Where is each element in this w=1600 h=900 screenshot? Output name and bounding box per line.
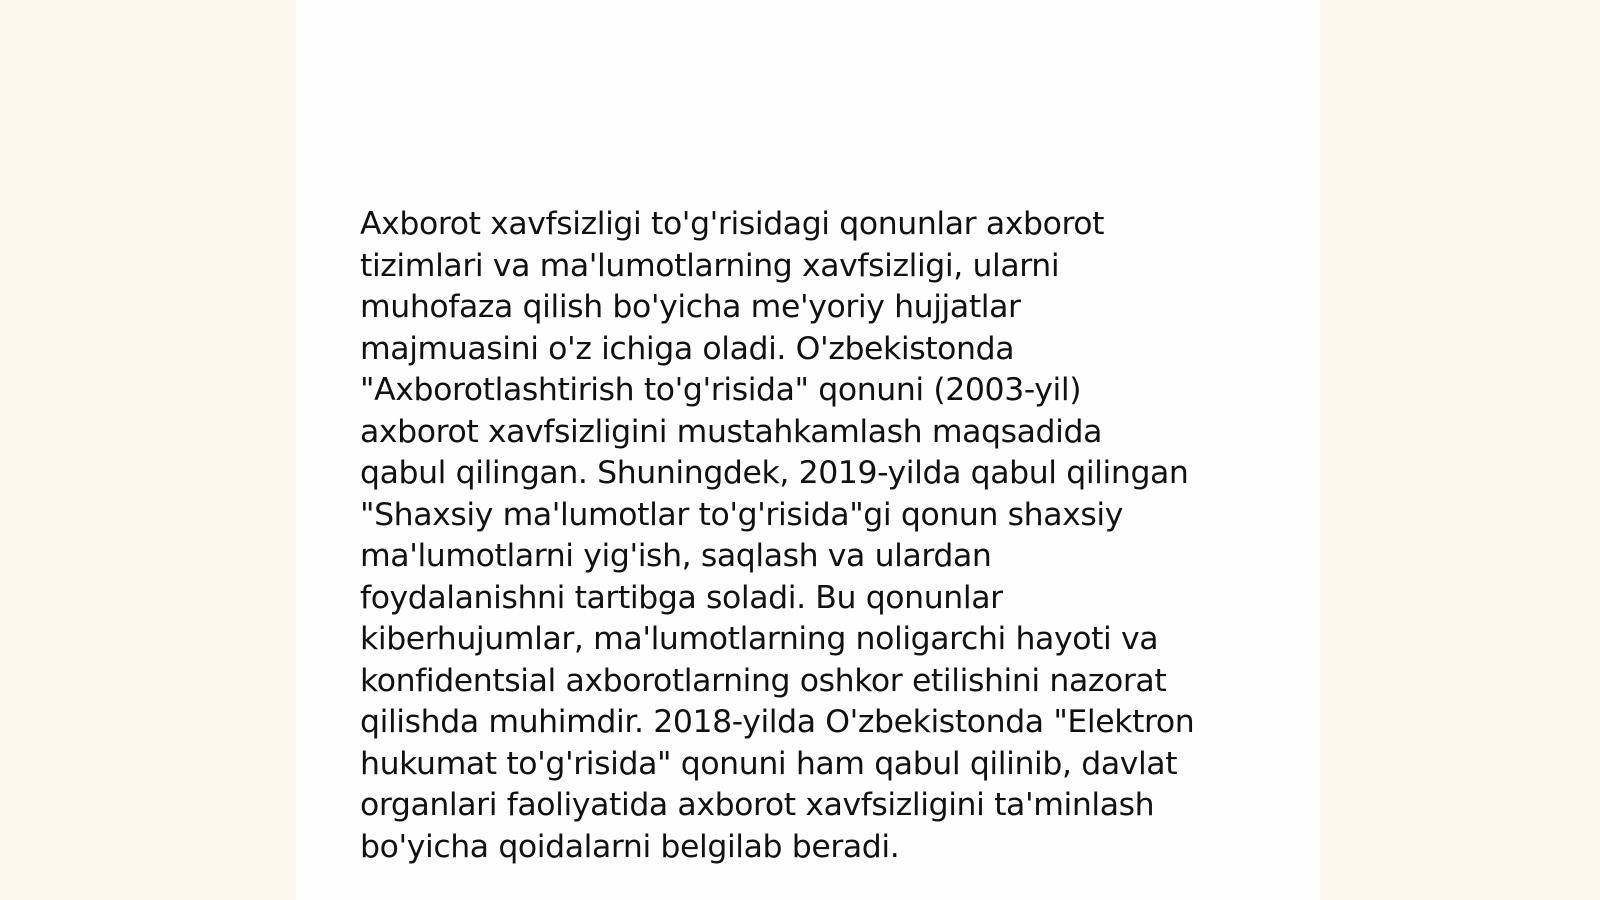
paragraph-line: "Shaxsiy ma'lumotlar to'g'risida"gi qonun shaxsiy bbox=[360, 496, 1123, 533]
paragraph-line: axborot xavfsizligini mustahkamlash maqsadida bbox=[360, 413, 1102, 450]
paragraph-line: kiberhujumlar, ma'lumotlarning noligarchi hayoti va bbox=[360, 621, 1159, 657]
paragraph-line: "Axborotlashtirish to'g'risida" qonuni (2003-yil) bbox=[360, 372, 1082, 408]
document-page bbox=[296, 0, 1320, 900]
paragraph-line: tizimlari va ma'lumotlarning xavfsizligi, ularni bbox=[360, 247, 1060, 284]
paragraph-line: qabul qilingan. Shuningdek, 2019-yilda qabul qilingan bbox=[360, 455, 1189, 491]
paragraph-line: bo'yicha qoidalarni belgilab beradi. bbox=[360, 828, 900, 865]
paragraph-line: muhofaza qilish bo'yicha me'yoriy hujjatlar bbox=[360, 289, 1021, 325]
paragraph-line: ma'lumotlarni yig'ish, saqlash va ulardan bbox=[360, 538, 992, 574]
paragraph-line: hukumat to'g'risida" qonuni ham qabul qilinib, davlat bbox=[360, 745, 1178, 782]
paragraph-line: Axborot xavfsizligi to'g'risidagi qonunlar axborot bbox=[360, 206, 1105, 242]
paragraph-line: konfidentsial axborotlarning oshkor etilishini nazorat bbox=[360, 662, 1167, 699]
paragraph-line: foydalanishni tartibga soladi. Bu qonunlar bbox=[360, 579, 1003, 616]
paragraph-line: organlari faoliyatida axborot xavfsizligini ta'minlash bbox=[360, 787, 1155, 823]
body-paragraph bbox=[360, 204, 1260, 868]
paragraph-line: qilishda muhimdir. 2018-yilda O'zbekistonda "Elektron bbox=[360, 704, 1195, 740]
paragraph-line: majmuasini o'z ichiga oladi. O'zbekistonda bbox=[360, 330, 1015, 367]
